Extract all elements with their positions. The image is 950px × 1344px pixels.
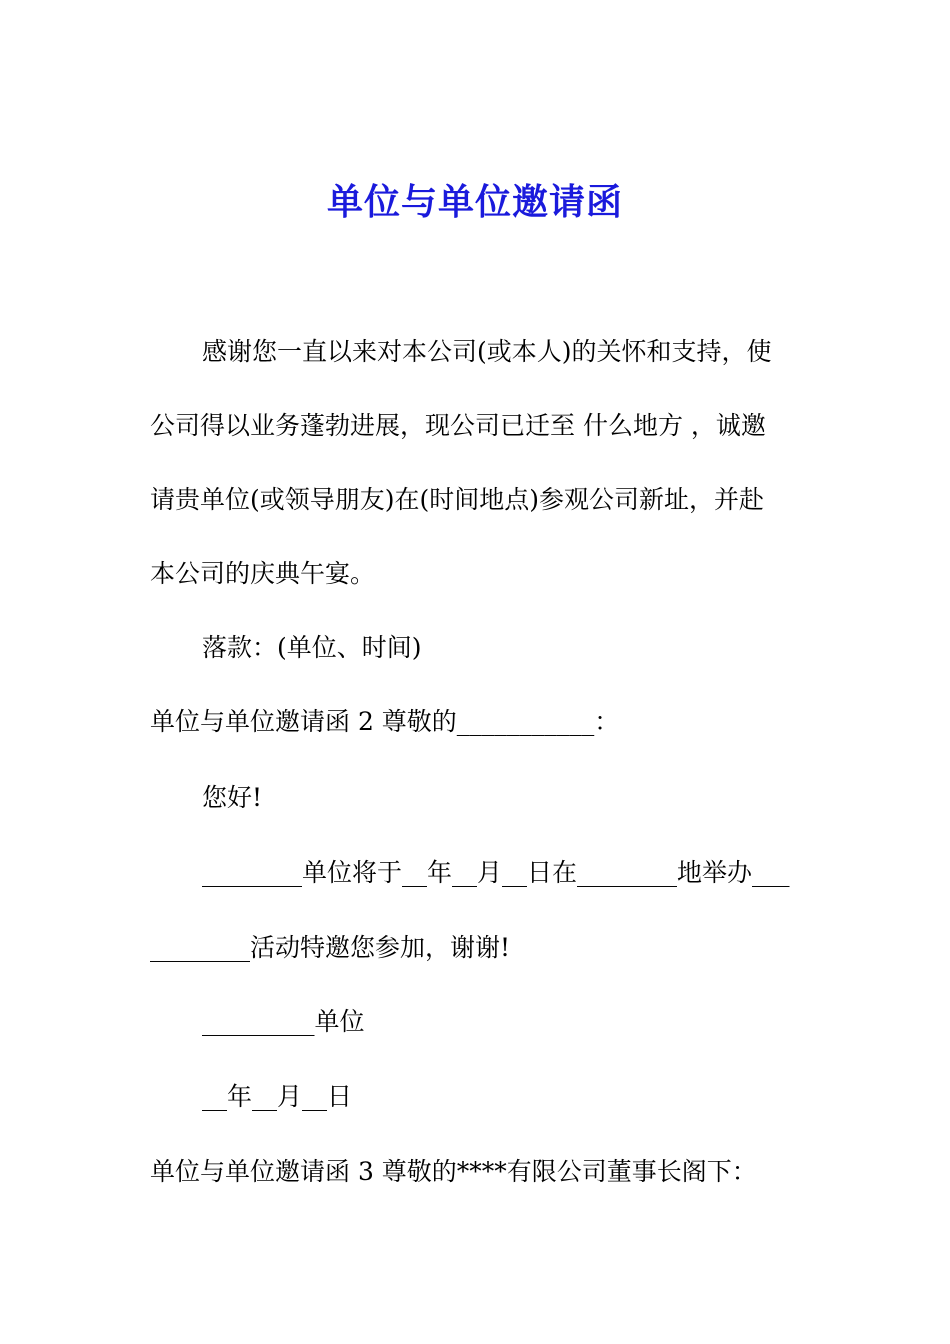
letter-2-greeting: 您好! — [202, 783, 263, 812]
letter-2-body-line-1: ________单位将于__年__月__日在________地举办___ — [202, 858, 790, 887]
paragraph-line-2: 公司得以业务蓬勃进展，现公司已迁至 什么地方 ，诚邀 — [150, 411, 766, 440]
paragraph-line-4: 本公司的庆典午宴。 — [150, 559, 376, 588]
letter-2-body-line-2: ________活动特邀您参加，谢谢! — [150, 933, 511, 962]
letter-3-heading: 单位与单位邀请函 3 尊敬的****有限公司董事长阁下： — [150, 1157, 757, 1186]
letter-2-sign-unit: _________单位 — [202, 1007, 365, 1036]
paragraph-line-1: 感谢您一直以来对本公司(或本人)的关怀和支持，使 — [202, 337, 772, 366]
letter-2-sign-date: __年__月__日 — [202, 1082, 353, 1111]
document-title: 单位与单位邀请函 — [326, 181, 623, 223]
signature-note: 落款：(单位、时间) — [202, 633, 422, 662]
letter-2-heading: 单位与单位邀请函 2 尊敬的___________： — [150, 707, 620, 736]
paragraph-line-3: 请贵单位(或领导朋友)在(时间地点)参观公司新址，并赴 — [150, 485, 765, 514]
